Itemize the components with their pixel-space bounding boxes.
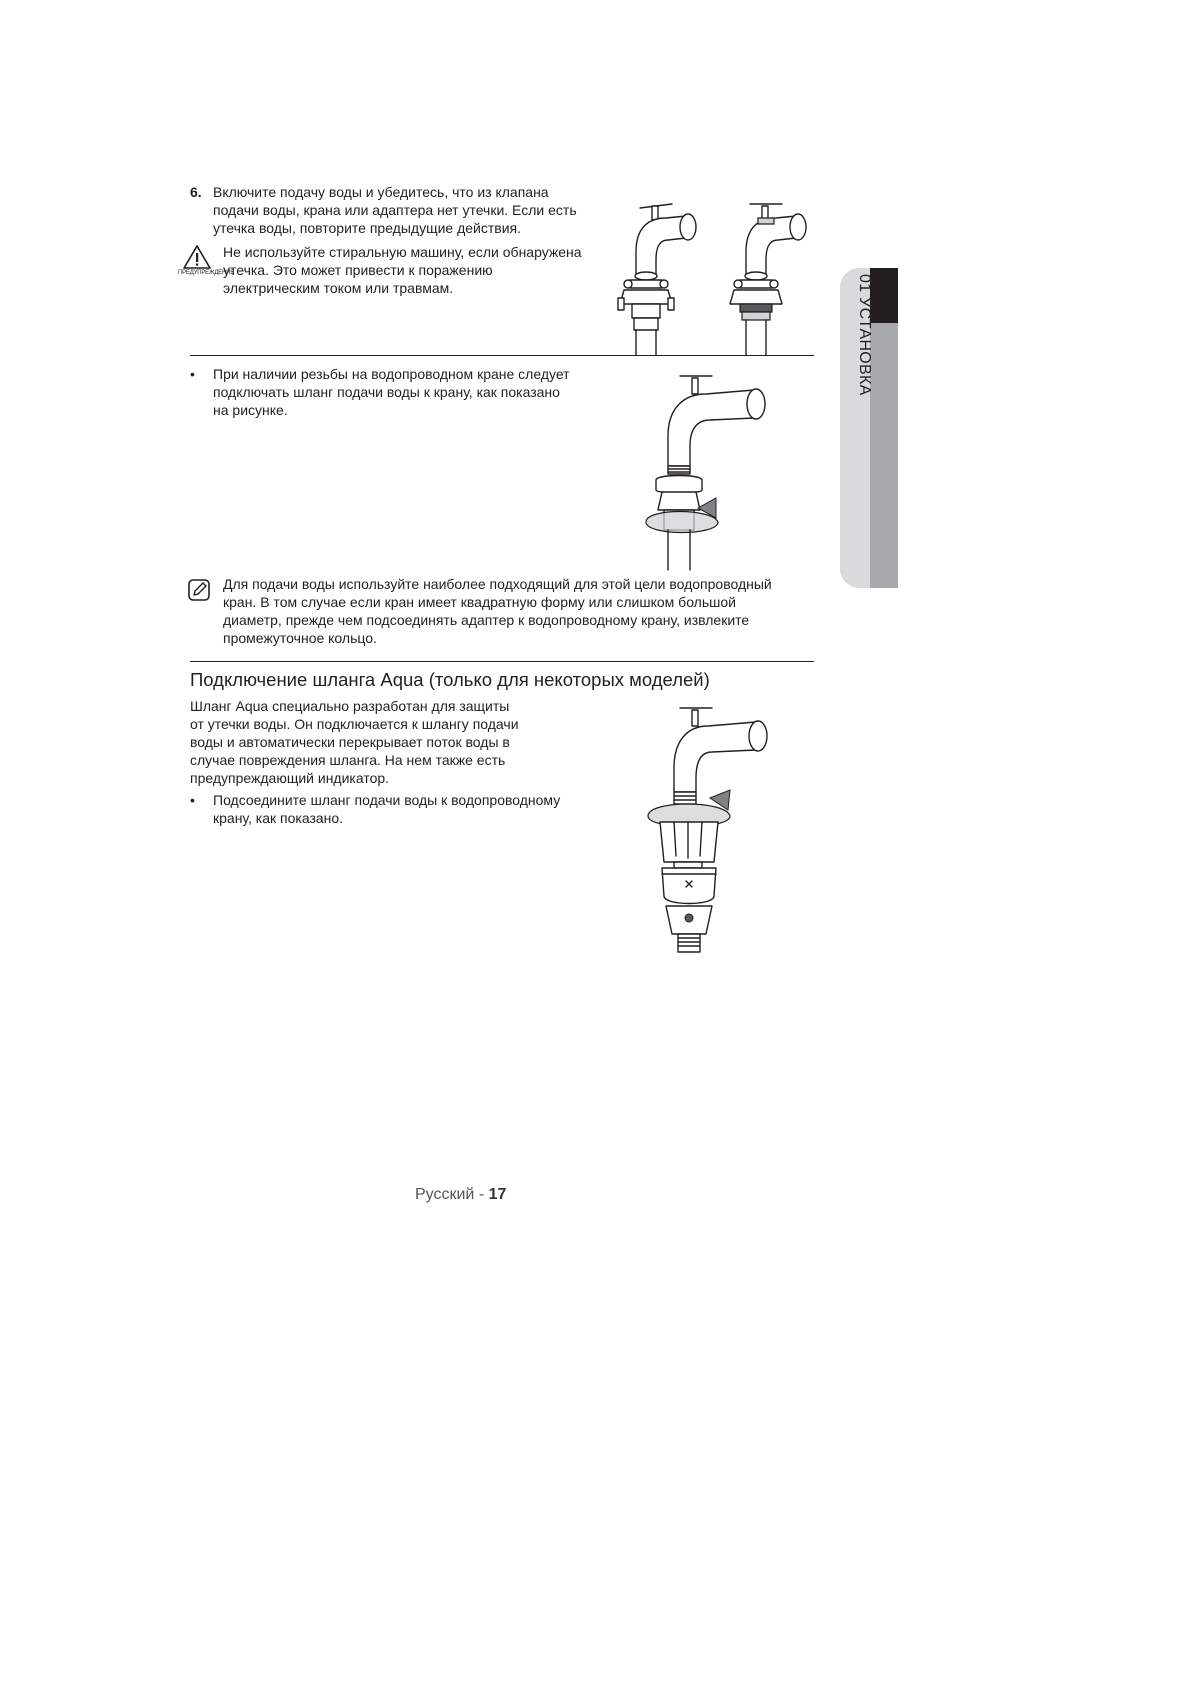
aqua-intro-line-3: воды и автоматически перекрывает поток воды в (190, 734, 510, 750)
footer-language: Русский (415, 1186, 475, 1203)
note-line-2: кран. В том случае если кран имеет квадратную форму или слишком большой (223, 594, 736, 610)
faucet-adapter-illustration (600, 180, 810, 355)
warning-line-3: электрическим током или травмам. (223, 280, 454, 296)
step6-line-3: утечка воды, повторите предыдущие действия. (213, 220, 521, 236)
aqua-hose-illustration (640, 696, 780, 961)
faucet-left (618, 204, 696, 355)
step6-line-1: Включите подачу воды и убедитесь, что из клапана (213, 184, 549, 200)
warning-line-2: утечка. Это может привести к поражению (223, 262, 493, 278)
aqua-intro-line-1: Шланг Aqua специально разработан для защиты (190, 698, 510, 714)
aqua-bullet-line-2: крану, как показано. (213, 810, 344, 826)
section-heading: Подключение шланга Aqua (только для некоторых моделей) (190, 669, 710, 690)
step6-line-2: подачи воды, крана или адаптера нет утечки. Если есть (213, 202, 577, 218)
note-pencil-icon (187, 578, 211, 602)
faucet-right (730, 204, 806, 355)
threaded-faucet-illustration (640, 362, 780, 572)
note-line-4: промежуточное кольцо. (223, 630, 377, 646)
footer-separator: - (474, 1186, 489, 1203)
side-tab-dark-block (870, 268, 898, 323)
aqua-bullet-line-1: Подсоедините шланг подачи воды к водопроводному (213, 792, 561, 808)
warning-line-1: Не используйте стиральную машину, если обнаружена (223, 244, 582, 260)
bullet1-line-3: на рисунке. (213, 402, 288, 418)
bullet1-line-2: подключать шланг подачи воды к крану, как показано (213, 384, 560, 400)
warning-label: ПРЕДУПРЕЖДЕНИЕ (178, 270, 235, 276)
aqua-intro-line-5: предупреждающий индикатор. (190, 770, 390, 786)
divider-2 (190, 661, 814, 662)
note-line-3: диаметр, прежде чем подсоединять адаптер к водопроводному крану, извлеките (223, 612, 750, 628)
warning-triangle-icon (182, 244, 212, 270)
divider-1 (190, 355, 814, 356)
aqua-intro-line-4: случае повреждения шланга. На нем также есть (190, 752, 506, 768)
aqua-intro-line-2: от утечки воды. Он подключается к шлангу подачи (190, 716, 519, 732)
note-line-1: Для подачи воды используйте наиболее подходящий для этой цели водопроводный (223, 576, 772, 592)
page-footer (415, 1186, 506, 1204)
bullet-marker: • (190, 792, 195, 808)
bullet1-line-1: При наличии резьбы на водопроводном кране следует (213, 366, 570, 382)
chapter-label: 01 УСТАНОВКА (856, 274, 873, 396)
bullet-marker: • (190, 366, 195, 382)
page-number: 17 (488, 1186, 507, 1203)
step-number: 6. (190, 184, 202, 200)
